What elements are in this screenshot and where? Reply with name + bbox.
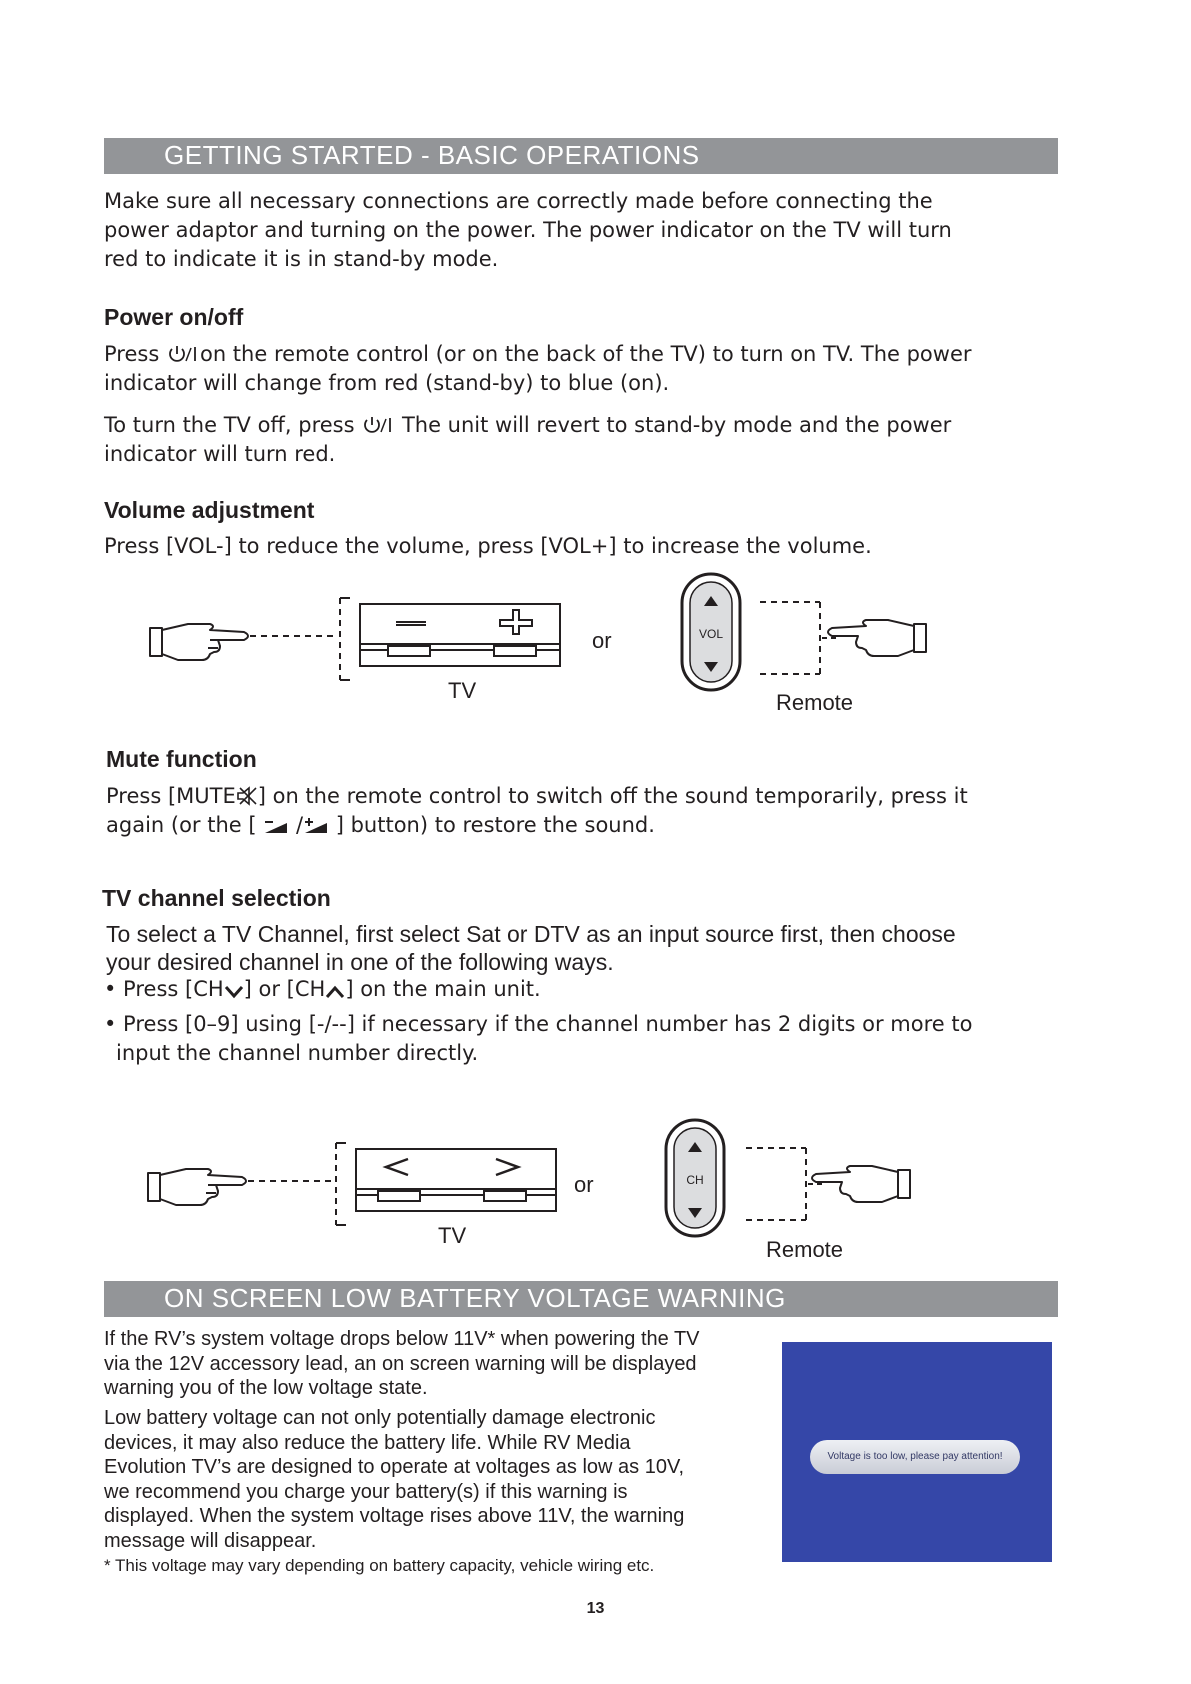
low-voltage-screen-image xyxy=(782,1342,1052,1562)
remote-label: Remote xyxy=(776,690,854,715)
power-line xyxy=(104,411,951,440)
power-paragraph-2 xyxy=(104,411,951,469)
chevron-up-icon xyxy=(325,985,345,999)
tv-label: TV xyxy=(438,1223,467,1248)
rocker-label: VOL xyxy=(698,627,724,641)
battery-line: we recommend you charge your battery(s) if this warning is xyxy=(104,1480,628,1503)
battery-line: devices, it may also reduce the battery life. While RV Media xyxy=(104,1431,631,1454)
section-title: GETTING STARTED - BASIC OPERATIONS xyxy=(164,140,700,170)
chevron-right-icon xyxy=(496,1159,518,1175)
volume-text: Press [VOL-] to reduce the volume, press [VOL+] to increase the volume. xyxy=(104,534,872,558)
intro-line: red to indicate it is in stand-by mode. xyxy=(104,247,499,271)
chevron-down-icon xyxy=(224,985,244,999)
text: ] on the main unit. xyxy=(345,977,541,1001)
minus-icon xyxy=(396,622,426,625)
battery-paragraph-2 xyxy=(104,1406,684,1553)
battery-line: message will disappear. xyxy=(104,1529,317,1552)
or-label: or xyxy=(592,628,612,653)
channel-remote-diagram xyxy=(664,1118,914,1238)
volume-up-icon xyxy=(303,817,329,835)
text: ] on the remote control to switch off the sound temporarily, press it xyxy=(257,784,968,808)
volume-down-icon xyxy=(263,817,289,835)
text: again (or the [ xyxy=(106,813,257,837)
power-line xyxy=(104,340,972,369)
intro-line: power adaptor and turning on the power. The power indicator on the TV will turn xyxy=(104,218,952,242)
battery-line: via the 12V accessory lead, an on screen warning will be displayed xyxy=(104,1352,697,1375)
power-standby-icon xyxy=(166,344,200,364)
channel-intro-line: your desired channel in one of the following ways. xyxy=(106,949,614,975)
chevron-left-icon xyxy=(386,1159,408,1175)
text: / xyxy=(295,813,304,837)
rocker-label: CH xyxy=(686,1173,704,1187)
mute-paragraph xyxy=(106,782,968,840)
channel-heading: TV channel selection xyxy=(102,885,331,911)
channel-intro-line: To select a TV Channel, first select Sat or DTV as an input source first, then choose xyxy=(106,921,956,947)
mute-heading: Mute function xyxy=(106,746,257,772)
text: Press xyxy=(104,342,160,366)
bullet-line: input the channel number directly. xyxy=(116,1041,479,1065)
section-title: ON SCREEN LOW BATTERY VOLTAGE WARNING xyxy=(164,1283,786,1313)
text: ] or [CH xyxy=(243,977,326,1001)
mute-icon xyxy=(236,786,258,806)
section-banner-low-battery xyxy=(104,1281,1058,1317)
battery-footnote: * This voltage may vary depending on battery capacity, vehicle wiring etc. xyxy=(104,1556,655,1575)
battery-line: warning you of the low voltage state. xyxy=(104,1377,428,1399)
battery-paragraph-1 xyxy=(104,1327,700,1401)
volume-remote-diagram xyxy=(680,572,930,692)
pointing-hand-icon xyxy=(148,1169,246,1205)
intro-line: Make sure all necessary connections are correctly made before connecting the xyxy=(104,189,933,213)
text: The unit will revert to stand-by mode and the power xyxy=(401,413,952,437)
channel-tv-diagram xyxy=(146,1135,566,1235)
section-banner-basic-operations xyxy=(104,138,1058,174)
battery-line: Low battery voltage can not only potentially damage electronic xyxy=(104,1407,656,1429)
page-number: 13 xyxy=(586,1600,605,1617)
text: • Press [CH xyxy=(104,977,224,1001)
mute-line xyxy=(106,782,968,811)
pointing-hand-icon xyxy=(812,1166,910,1202)
intro-paragraph xyxy=(104,187,952,274)
remote-label: Remote xyxy=(766,1237,844,1262)
battery-line: If the RV’s system voltage drops below 11V* when powering the TV xyxy=(104,1328,700,1350)
text: Press [MUTE xyxy=(106,784,236,808)
channel-bullet-1 xyxy=(104,975,541,1004)
tv-label: TV xyxy=(448,678,477,703)
text: To turn the TV off, press xyxy=(104,413,355,437)
battery-line: displayed. When the system voltage rises above 11V, the warning xyxy=(104,1505,685,1527)
bullet-line: • Press [0–9] using [-/--] if necessary if the channel number has 2 digits or more to xyxy=(104,1012,973,1036)
text: on the remote control (or on the back of the TV) to turn on TV. The power xyxy=(199,342,972,366)
volume-tv-diagram xyxy=(148,590,568,690)
tv-button-panel xyxy=(360,604,560,666)
tv-button-panel xyxy=(356,1149,556,1211)
power-line: indicator will turn red. xyxy=(104,442,336,466)
pointing-hand-icon xyxy=(150,624,248,660)
channel-bullet-2 xyxy=(104,1010,972,1068)
text: ] button) to restore the sound. xyxy=(335,813,655,837)
pointing-hand-icon xyxy=(828,620,926,656)
channel-intro xyxy=(106,920,956,976)
power-line: indicator will change from red (stand-by) to blue (on). xyxy=(104,371,670,395)
power-paragraph-1 xyxy=(104,340,972,398)
battery-line: Evolution TV’s are designed to operate at voltages as low as 10V, xyxy=(104,1456,685,1478)
volume-heading: Volume adjustment xyxy=(104,497,315,523)
or-label: or xyxy=(574,1172,594,1197)
plus-icon xyxy=(500,610,532,634)
power-standby-icon xyxy=(361,415,395,435)
power-heading: Power on/off xyxy=(104,304,244,330)
mute-line xyxy=(106,811,968,840)
low-voltage-toast: Voltage is too low, please pay attention! xyxy=(810,1440,1020,1474)
